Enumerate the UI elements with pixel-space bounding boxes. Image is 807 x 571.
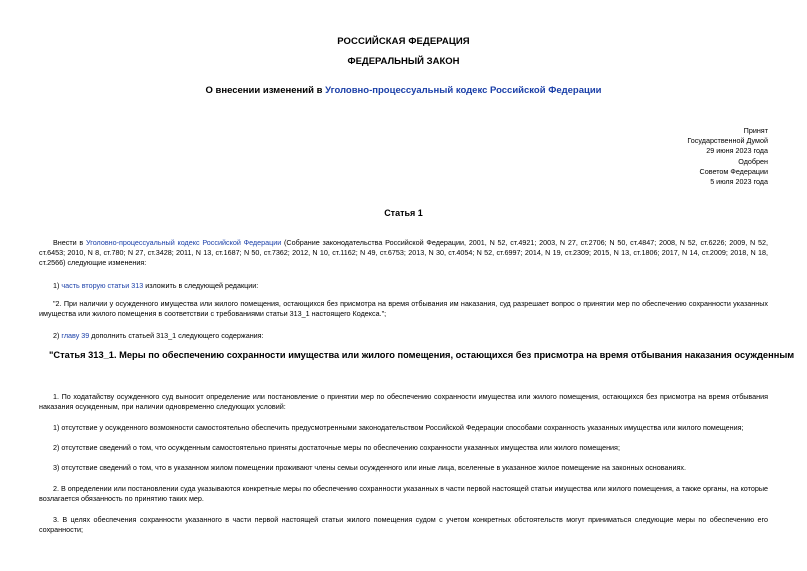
item-2: 2) главу 39 дополнить статьей 313_1 следующего содержания: bbox=[53, 331, 264, 340]
document-title bbox=[0, 85, 807, 96]
adopted-date: 29 июня 2023 года bbox=[706, 146, 768, 156]
article-313-link[interactable]: часть вторую статьи 313 bbox=[61, 281, 144, 290]
paragraph-2: 2. В определении или постановлении суда указываются конкретные меры по обеспечению сохранности указанных в части первой настоящей статьи имущества или жилого помещения, а также органы, на которые возлагается обязанность по принятию таких мер. bbox=[39, 484, 768, 504]
paragraph-1-item-3: 3) отсутствие сведений о том, что в указанном жилом помещении проживают члены семьи осужденного или иные лица, вселенные в указанное жилое помещение на законных основаниях. bbox=[53, 463, 686, 472]
adoption-block bbox=[687, 126, 768, 187]
title-prefix: О внесении изменений в bbox=[205, 85, 326, 96]
paragraph-1-item-1: 1) отсутствие у осужденного возможности самостоятельно обеспечить предусмотренными законодательством Российской Федерации способами сохранность указанных имущества или жилого помещения; bbox=[53, 423, 744, 432]
article-heading: Статья 1 bbox=[384, 208, 423, 218]
chapter-39-link[interactable]: главу 39 bbox=[61, 331, 90, 340]
item-1-quote: "2. При наличии у осужденного имущества или жилого помещения, остающихся без присмотра на время отбывания им наказания, суд разрешает вопрос о принятии мер по обеспечению сохранности указанных имущества или жилого помещения в соответствии с требованиями статьи 313_1 настоящего Кодекса."; bbox=[39, 299, 768, 319]
article-313-1-title: "Статья 313_1. Меры по обеспечению сохранности имущества или жилого помещения, остающихся без присмотра на время отбывания наказания осужденным bbox=[49, 350, 795, 360]
approved-label: Одобрен bbox=[738, 156, 768, 166]
adopted-label: Принят bbox=[743, 126, 768, 135]
header-country: РОССИЙСКАЯ ФЕДЕРАЦИЯ bbox=[337, 36, 470, 47]
approved-date: 5 июля 2023 года bbox=[710, 177, 768, 187]
article-intro: Внести в Уголовно-процессуальный кодекс Российской Федерации (Собрание законодательства Российской Федерации, 2001, N 52, ст.4921; 2003, N 27, ст.2706; N 50, ст.4847; 2008, N 52, ст.6226; 2009, N 52, ст.6453; 2010, N 8, ст.780; N 27, ст.3428; 2011, N 13, ст.1687; N 50, ст.7362; 2012, N 10, ст.1162; N 49, ст.6753; 2013, N 30, ст.4054; N 52, ст.6997; 2014, N 19, ст.2309; 2015, N 13, ст.1806; 2017, N 14, ст.2009; 2018, N 18, ст.2566) следующие изменения: bbox=[39, 238, 768, 268]
paragraph-1-item-2: 2) отсутствие сведений о том, что осужденным самостоятельно приняты достаточные меры по обеспечению сохранности указанных имущества или жилого помещения; bbox=[53, 443, 620, 452]
intro-code-link[interactable]: Уголовно-процессуальный кодекс Российской Федерации bbox=[86, 238, 282, 247]
item-1: 1) часть вторую статьи 313 изложить в следующей редакции: bbox=[53, 281, 259, 290]
approved-by: Советом Федерации bbox=[699, 166, 768, 176]
paragraph-3: 3. В целях обеспечения сохранности указанного в части первой настоящей статьи жилого помещения судом с учетом конкретных обстоятельств могут приниматься следующие меры по обеспечению его сохранности; bbox=[39, 515, 768, 535]
title-code-link[interactable]: Уголовно-процессуальный кодекс Российской Федерации bbox=[325, 85, 602, 96]
header-doc-type: ФЕДЕРАЛЬНЫЙ ЗАКОН bbox=[347, 56, 460, 67]
adopted-by: Государственной Думой bbox=[687, 136, 768, 146]
paragraph-1: 1. По ходатайству осужденного суд выносит определение или постановление о принятии мер по обеспечению сохранности имущества или жилого помещения, остающихся без присмотра на время отбывания наказания осужденным, при наличии одновременно следующих условий: bbox=[39, 392, 768, 412]
